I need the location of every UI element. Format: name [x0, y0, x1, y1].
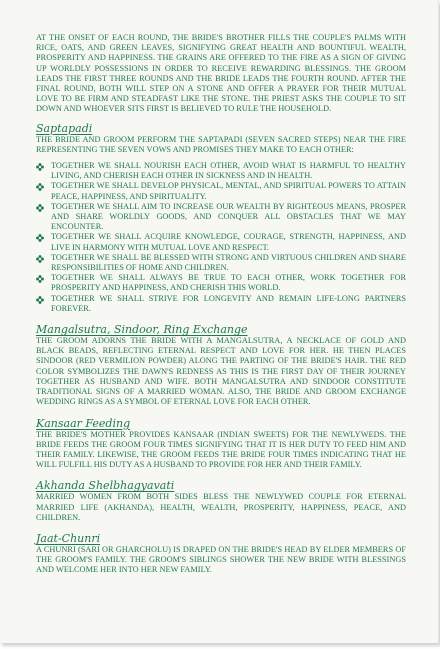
mangalsutra-paragraph: THE GROOM ADORNS THE BRIDE WITH A MANGALSUTRA, A NECKLACE OF GOLD AND BLACK BEADS, REFLECTING ETERNAL RESPECT AND LOVE FOR HER. HE THEN PLACES SINDOOR (RED VERMILION POWDER) ALONG THE PARTING OF THE BRIDE'S HAIR. THE RED COLOR SYMBOLIZES THE DAWN'S REDNESS AS THIS IS THE FIRST DAY OF THEIR JOURNEY TOGETHER AS HUSBAND AND WIFE. BOTH MANGALSUTRA AND SINDOOR CONSTITUTE TRADITIONAL SIGNS OF A MARRIED WOMAN. ALSO, THE BRIDE AND GROOM EXCHANGE WEDDING RINGS AS A SYMBOL OF ETERNAL LOVE FOR EACH OTHER. — [36, 336, 406, 407]
vow-text: TOGETHER WE SHALL NOURISH EACH OTHER, AVOID WHAT IS HARMFUL TO HEALTHY LIVING, AND CHERISH EACH OTHER IN SICKNESS AND IN HEALTH. — [51, 161, 406, 181]
vow-text: TOGETHER WE SHALL STRIVE FOR LONGEVITY AND REMAIN LIFE-LONG PARTNERS FOREVER. — [51, 293, 406, 313]
flower-bullet-icon — [36, 163, 44, 171]
vow-text: TOGETHER WE SHALL ACQUIRE KNOWLEDGE, COURAGE, STRENGTH, HAPPINESS, AND LIVE IN HARMONY WITH MUTUAL LOVE AND RESPECT. — [51, 232, 406, 252]
akhanda-paragraph: MARRIED WOMEN FROM BOTH SIDES BLESS THE NEWLYWED COUPLE FOR ETERNAL MARRIED LIFE (AKHANDA), HEALTH, WEALTH, PROSPERITY, HAPPINESS, PEACE, AND CHILDREN. — [36, 492, 406, 522]
section-heading-saptapadi: Saptapadi — [36, 121, 93, 135]
vow-item — [36, 161, 406, 181]
vow-item — [36, 294, 406, 314]
intro-paragraph: AT THE ONSET OF EACH ROUND, THE BRIDE'S BROTHER FILLS THE COUPLE'S PALMS WITH RICE, OATS, AND GREEN LEAVES, SIGNIFYING GREAT HEALTH AND BOUNTIFUL WEALTH, PROSPERITY AND HAPPINESS. THE GRAINS ARE OFFERED TO THE FIRE AS A SIGN OF GIVING UP WORLDLY POSSESSIONS IN ORDER TO RECEIVE REWARDING BLESSINGS. THE GROOM LEADS THE FIRST THREE ROUNDS AND THE BRIDE LEADS THE FOURTH ROUND. AFTER THE FINAL ROUND, BOTH WILL STEP ON A STONE AND OFFER A PRAYER FOR THEIR MUTUAL LOVE TO BE FIRM AND STEADFAST LIKE THE STONE. THE PRIEST ASKS THE COUPLE TO SIT DOWN AND WHOEVER SITS FIRST IS BELIEVED TO RULE THE HOUSEHOLD. — [36, 33, 406, 114]
flower-bullet-icon — [36, 275, 44, 283]
vow-text: TOGETHER WE SHALL ALWAYS BE TRUE TO EACH OTHER, WORK TOGETHER FOR PROSPERITY AND HAPPINESS, AND CHERISH THIS WORLD. — [51, 273, 406, 293]
vow-item — [36, 232, 406, 252]
section-heading-chunri: Jaat-Chunri — [36, 531, 101, 545]
flower-bullet-icon — [36, 183, 44, 191]
flower-bullet-icon — [36, 296, 44, 304]
section-heading-kansaar: Kansaar Feeding — [36, 416, 131, 430]
vow-text: TOGETHER WE SHALL DEVELOP PHYSICAL, MENTAL, AND SPIRITUAL POWERS TO ATTAIN PEACE, HAPPINESS, AND SPIRITUALITY. — [51, 181, 406, 201]
vow-item — [36, 181, 406, 201]
vow-item — [36, 202, 406, 233]
vow-item — [36, 253, 406, 273]
flower-bullet-icon — [36, 255, 44, 263]
vow-item — [36, 273, 406, 293]
chunri-paragraph: A CHUNRI (SARI OR GHARCHOLU) IS DRAPED ON THE BRIDE'S HEAD BY ELDER MEMBERS OF THE GROOM'S FAMILY. THE GROOM'S SIBLINGS SHOWER THE NEW BRIDE WITH BLESSINGS AND WELCOME HER INTO HER NEW FAMILY. — [36, 544, 406, 575]
program-content — [36, 33, 406, 576]
vow-text: TOGETHER WE SHALL BE BLESSED WITH STRONG AND VIRTUOUS CHILDREN AND SHARE RESPONSIBILITIES OF HOME AND CHILDREN. — [51, 252, 406, 273]
saptapadi-paragraph: THE BRIDE AND GROOM PERFORM THE SAPTAPADI (SEVEN SACRED STEPS) NEAR THE FIRE REPRESENTING THE SEVEN VOWS AND PROMISES THEY MAKE TO EACH OTHER: — [36, 134, 406, 154]
vow-text: TOGETHER WE SHALL AIM TO INCREASE OUR WEALTH BY RIGHTEOUS MEANS, PROSPER AND SHARE WORLDLY GOODS, AND CONQUER ALL OBSTACLES THAT WE MAY ENCOUNTER. — [51, 201, 406, 232]
flower-bullet-icon — [36, 234, 44, 242]
flower-bullet-icon — [36, 204, 44, 212]
vows-list — [36, 161, 406, 314]
section-heading-mangalsutra: Mangalsutra, Sindoor, Ring Exchange — [36, 323, 248, 337]
kansaar-paragraph: THE BRIDE'S MOTHER PROVIDES KANSAAR (INDIAN SWEETS) FOR THE NEWLYWEDS. THE BRIDE FEEDS THE GROOM FOUR TIMES SIGNIFYING THAT IT IS HER DUTY TO FEED HIM AND THEIR FAMILY. LIKEWISE, THE GROOM FEEDS THE BRIDE FOUR TIMES INDICATING THAT HE WILL FULFILL HIS DUTY AS A HUSBAND TO PROVIDE FOR HER AND THEIR FAMILY. — [36, 429, 406, 470]
section-heading-akhanda: Akhanda Shelbhagyavati — [36, 479, 175, 493]
